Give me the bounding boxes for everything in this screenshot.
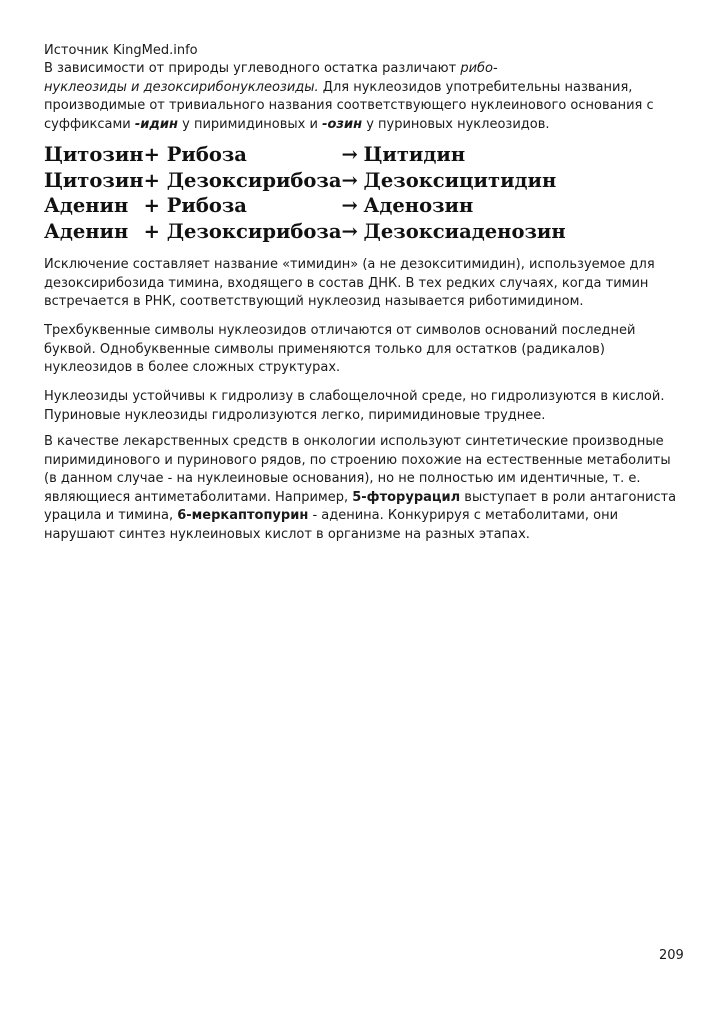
reaction-row xyxy=(44,219,566,245)
paragraph-symbols: Трехбуквенные символы нуклеозидов отличаются от символов оснований последней буквой. Однобуквенные символы применяются только для остатков (радикалов) нуклеозидов в более сложных структурах. xyxy=(44,323,636,375)
p1-text-e: у пиримидиновых и xyxy=(177,116,323,132)
reaction-base: Аденин xyxy=(44,194,129,217)
p1-text-a: В зависимости от природы углеводного остатка различают xyxy=(44,61,461,76)
reaction-row xyxy=(44,142,566,168)
paragraph-antimetabolites xyxy=(44,433,684,544)
p5-text-a: В качестве лекарственных средств в онкологии используют синтетические производные пиримидинового и пуринового рядов, по строению похожие на естественные метаболиты (в данном случае - на нуклеиновые основания), но не полностью им идентичные, т. е. являющиеся антиметаболитами. Например, xyxy=(44,434,671,505)
reaction-sugar: + Дезоксирибоза xyxy=(143,219,342,243)
arrow-icon: → xyxy=(341,168,358,192)
paragraph-hydrolysis: Нуклеозиды устойчивы к гидролизу в слабощелочной среде, но гидролизуются в кислой. Пуриновые нуклеозиды гидролизуются легко, пиримидиновые труднее. xyxy=(44,389,665,423)
suffix-ozin: -озин xyxy=(322,116,363,132)
p1-text-f: у пуриновых нуклеозидов. xyxy=(362,116,550,132)
reaction-row xyxy=(44,193,566,219)
reaction-base: Цитозин xyxy=(44,143,144,166)
p5-text-b: выступает в роли антагониста урацила и тимина, xyxy=(44,489,677,523)
arrow-icon: → xyxy=(341,143,358,166)
reaction-sugar: + Рибоза xyxy=(143,194,247,217)
reaction-row xyxy=(44,168,566,194)
reaction-equations xyxy=(44,142,566,244)
reaction-base: Аденин xyxy=(44,219,129,243)
reaction-sugar: + Дезоксирибоза xyxy=(143,168,342,192)
reaction-product: Цитидин xyxy=(363,143,466,166)
p1-italic-terms: нуклеозиды и дезоксирибонуклеозиды. xyxy=(44,79,319,95)
reaction-sugar: + Рибоза xyxy=(143,143,247,166)
p1-text-d: Для нуклеозидов употребительны названия, производимые от тривиального названия соответствующего нуклеинового основания с суффиксами xyxy=(44,79,654,132)
reaction-product: Дезоксицитидин xyxy=(363,168,557,192)
source-label: Источник KingMed.info xyxy=(44,43,198,58)
suffix-idin: -идин xyxy=(134,116,178,132)
page-number: 209 xyxy=(659,948,684,963)
p5-text-c: - аденина. Конкурируя с метаболитами, они нарушают синтез нуклеиновых кислот в организме на разных этапах. xyxy=(44,508,619,542)
drug-fluorouracil: 5-фторурацил xyxy=(352,489,461,505)
reaction-product: Аденозин xyxy=(363,194,474,217)
p1-italic-ribo: рибо- xyxy=(460,61,498,76)
drug-mercaptopurine: 6-меркаптопурин xyxy=(177,508,309,523)
paragraph-nucleoside-naming xyxy=(44,60,684,134)
arrow-icon: → xyxy=(341,194,358,217)
arrow-icon: → xyxy=(341,219,358,243)
paragraph-thymidine-exception: Исключение составляет название «тимидин» (а не дезокситимидин), используемое для дезоксирибозида тимина, входящего в состав ДНК. В тех редких случаях, когда тимин встречается в РНК, соответствующий нуклеозид называется риботимидином. xyxy=(44,257,655,309)
reaction-product: Дезоксиаденозин xyxy=(363,219,566,243)
reaction-base: Цитозин xyxy=(44,168,144,192)
